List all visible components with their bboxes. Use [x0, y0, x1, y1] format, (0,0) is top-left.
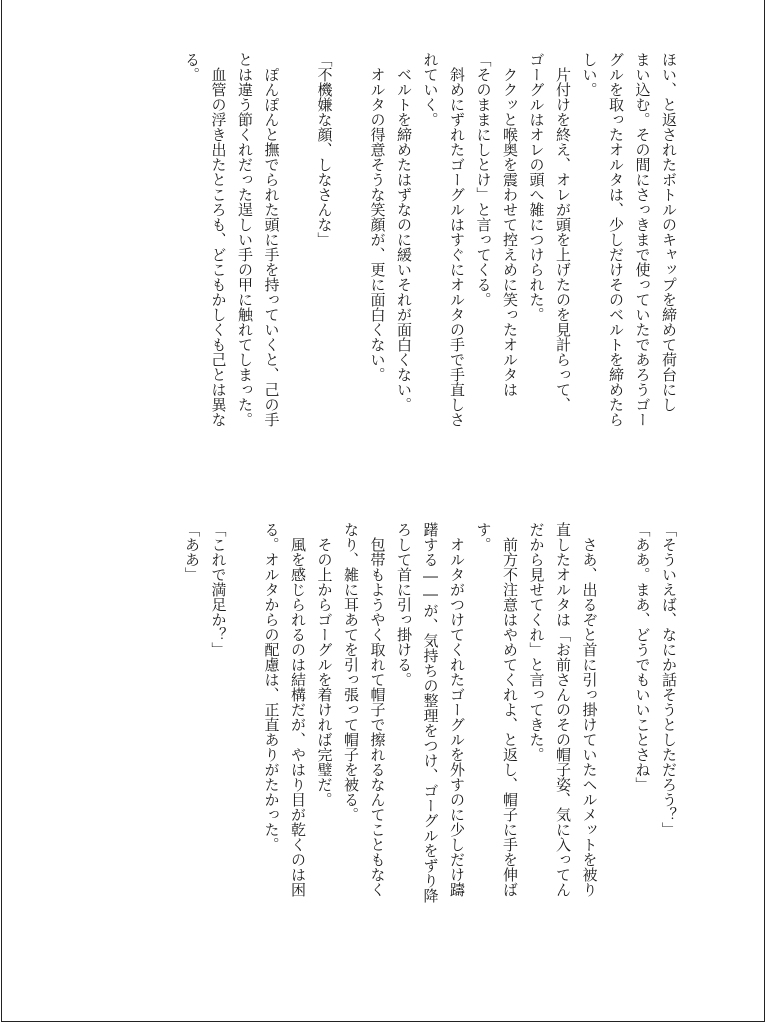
text-line: ククッと喉奥を震わせて控えめに笑ったオルタは	[501, 52, 519, 397]
text-line: だから見せてくれ」と言ってきた。	[527, 522, 546, 762]
text-line: 「これで満足か？」	[209, 522, 228, 657]
text-line: とは違う節くれだった逞しい手の甲に触れてしまった。	[236, 52, 254, 427]
text-line: グルを取ったオルタは、少しだけそのベルトを締めたら	[607, 52, 625, 427]
text-line: 「ああ。まあ、どうでもいいことさね」	[633, 522, 652, 792]
text-line: 「不機嫌な顔、しなさんな」	[315, 52, 334, 247]
text-line	[232, 522, 259, 962]
text-line: 片付けを終え、オレが頭を上げたのを見計らって、	[554, 52, 572, 412]
text-line: 前方不注意はやめてくれよ、と返し、帽子に手を伸ば	[501, 522, 519, 897]
text-line: ぽんぽんと撫でられた頭に手を持っていくと、己の手	[262, 52, 281, 427]
text-line: 「ああ」	[183, 522, 201, 582]
text-line: 「そういえば、なにか話そうとしただろう？」	[660, 522, 678, 837]
text-line: その上からゴーグルを着ければ完璧だ。	[315, 522, 334, 807]
text-line: ほい、と返されたボトルのキャップを締めて荷台にし	[660, 52, 678, 412]
text-line: れていく。	[421, 52, 440, 127]
text-line: 直したオルタは「お前さんのその帽子姿、気に入ってん	[554, 522, 572, 897]
text-line	[338, 52, 365, 472]
text-line: 斜めにずれたゴーグルはすぐにオルタの手で手直しさ	[448, 52, 466, 427]
text-line: ベルトを締めたはずなのに緩いそれが面白くない。	[395, 52, 413, 412]
text-line: 包帯もようやく取れて帽子で擦れるなんてこともなく	[368, 522, 387, 897]
text-line: なり、雑に耳あてを引っ張って帽子を被る。	[342, 522, 360, 822]
text-line	[285, 52, 312, 472]
text-line: 「そのままにしとけ」と言ってくる。	[474, 52, 493, 307]
text-block-upper	[179, 52, 683, 472]
text-line: ゴーグルはオレの頭へ雑につけられた。	[527, 52, 546, 322]
text-line: る。オルタからの配慮は、正直ありがたかった。	[262, 522, 281, 852]
text-line: しい。	[580, 52, 599, 97]
text-line: る。	[183, 52, 201, 82]
text-line: オルタがつけてくれたゴーグルを外すのに少しだけ躊	[448, 522, 466, 897]
text-line: 躇する――が、気持ちの整理をつけ、ゴーグルをずり降	[421, 522, 440, 903]
text-line: 血管の浮き出たところも、どこもかしくも己とは異な	[209, 52, 228, 427]
text-line: まい込む。その間にさっきまで使っていたであろうゴー	[633, 52, 652, 427]
text-block-lower	[179, 522, 683, 962]
text-line: オルタの得意そうな笑顔が、更に面白くない。	[368, 52, 387, 382]
text-line: す。	[474, 522, 493, 552]
text-line	[603, 522, 630, 962]
text-line: 風を感じられるのは結構だが、やはり目が乾くのは困	[289, 522, 307, 897]
text-line: ろして首に引っ掛ける。	[395, 522, 413, 687]
text-line: さあ、出るぞと首に引っ掛けていたヘルメットを被り	[580, 522, 599, 897]
